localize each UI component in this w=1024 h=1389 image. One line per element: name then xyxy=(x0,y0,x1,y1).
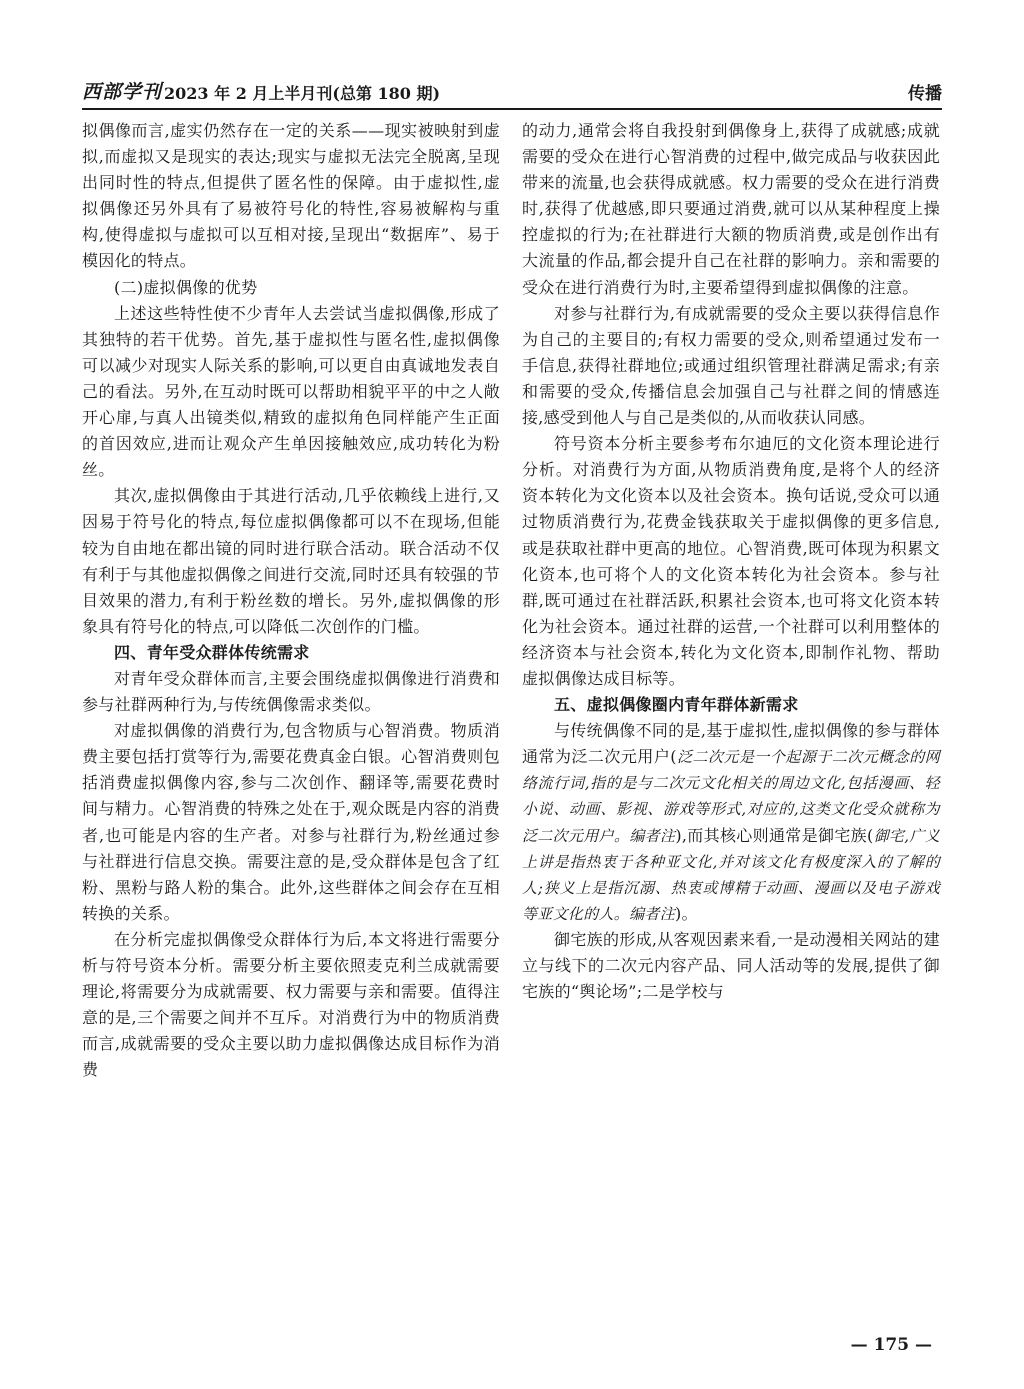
paragraph: 在分析完虚拟偶像受众群体行为后,本文将进行需要分析与符号资本分析。需要分析主要依照麦克利兰成就需要理论,将需要分为成就需要、权力需要与亲和需要。值得注意的是,三个需要之间并不互斥。对消费行为中的物质消费而言,成就需要的受众主要以助力虚拟偶像达成目标作为消费 xyxy=(82,929,500,1080)
paragraph: 的动力,通常会将自我投射到偶像身上,获得了成就感;成就需要的受众在进行心智消费的过程中,做完成品与收获因此带来的流量,也会获得成就感。权力需要的受众在进行消费时,获得了优越感,即只要通过消费,就可以从某种程度上操控虚拟的行为;在社群进行大额的物质消费,或是创作出有大流量的作品,都会提升自己在社群的影响力。亲和需要的受众在进行消费行为时,主要希望得到虚拟偶像的注意。 xyxy=(522,121,940,297)
text-run: ),而其核心则通常是御宅族( xyxy=(675,825,874,845)
paragraph-with-notes xyxy=(522,718,940,927)
paragraph: 符号资本分析主要参考布尔迪厄的文化资本理论进行分析。对消费行为方面,从物质消费角度,是将个人的经济资本转化为文化资本以及社会资本。换句话说,受众可以通过物质消费行为,花费金钱获取关于虚拟偶像的更多信息,或是获取社群中更高的地位。心智消费,既可体现为积累文化资本,也可将个人的文化资本转化为社会资本。参与社群,既可通过在社群活跃,积累社会资本,也可将文化资本转化为社会资本。通过社群的运营,一个社群可以利用整体的经济资本与社会资本,转化为文化资本,即制作礼物、帮助虚拟偶像达成目标等。 xyxy=(522,434,940,688)
page-header xyxy=(82,72,942,110)
left-column xyxy=(82,118,500,1083)
paragraph: 其次,虚拟偶像由于其进行活动,几乎依赖线上进行,又因易于符号化的特点,每位虚拟偶像都可以不在现场,但能较为自由地在都出镜的同时进行联合活动。联合活动不仅有利于与其他虚拟偶像之间进行交流,同时还具有较强的节目效果的潜力,有利于粉丝数的增长。另外,虚拟偶像的形象具有符号化的特点,可以降低二次创作的门槛。 xyxy=(82,486,500,636)
paragraph: 对参与社群行为,有成就需要的受众主要以获得信息作为自己的主要目的;有权力需要的受众,则希望通过发布一手信息,获得社群地位;或通过组织管理社群满足需求;有亲和需要的受众,传播信息会加强自己与社群之间的情感连接,感受到他人与自己是类似的,从而收获认同感。 xyxy=(522,303,940,428)
section-name: 传播 xyxy=(908,84,942,104)
paragraph: 对虚拟偶像的消费行为,包含物质与心智消费。物质消费主要包括打赏等行为,需要花费真金白银。心智消费则包括消费虚拟偶像内容,参与二次创作、翻译等,需要花费时间与精力。心智消费的特殊之处在于,观众既是内容的消费者,也可能是内容的生产者。对参与社群行为,粉丝通过参与社群进行信息交换。需要注意的是,受众群体是包含了红粉、黑粉与路人粉的集合。此外,这些群体之间会存在互相转换的关系。 xyxy=(82,721,500,923)
section-heading-4: 四、青年受众群体传统需求 xyxy=(114,642,310,662)
section-heading-5: 五、虚拟偶像圈内青年群体新需求 xyxy=(554,695,799,715)
paragraph: 御宅族的形成,从客观因素来看,一是动漫相关网站的建立与线下的二次元内容产品、同人活动等的发展,提供了御宅族的“舆论场”;二是学校与 xyxy=(522,929,940,1002)
text-run: )。 xyxy=(675,903,698,923)
text-run: 与传统偶像不同的是,基于虚拟性,虚拟偶像的参与群体通常为泛二次元用户( xyxy=(522,721,940,767)
journal-name: 西部学刊 xyxy=(82,81,163,103)
right-column xyxy=(522,118,940,1005)
paragraph: 拟偶像而言,虚实仍然存在一定的关系——现实被映射到虚拟,而虚拟又是现实的表达;现实与虚拟无法完全脱离,呈现出同时性的特点,但提供了匿名性的保障。由于虚拟性,虚拟偶像还另外具有了易被符号化的特性,容易被解构与重构,使得虚拟与虚拟可以互相对接,呈现出“数据库”、易于模因化的特点。 xyxy=(82,121,500,271)
editor-note: 御宅,广义上讲是指热衷于各种亚文化,并对该文化有极度深入的了解的人;狭义上是指沉溺、热衷或博精于动画、漫画以及电子游戏等亚文化的人。编者注 xyxy=(522,826,940,923)
issue-info: 2023 年 2 月上半月刊(总第 180 期) xyxy=(164,84,441,103)
subsection-heading: (二)虚拟偶像的优势 xyxy=(114,277,258,297)
page-number: — 175 — xyxy=(850,1335,932,1355)
paragraph: 上述这些特性使不少青年人去尝试当虚拟偶像,形成了其独特的若干优势。首先,基于虚拟性与匿名性,虚拟偶像可以减少对现实人际关系的影响,可以更自由真诚地发表自己的看法。另外,在互动时既可以帮助相貌平平的中之人敞开心扉,与真人出镜类似,精致的虚拟角色同样能产生正面的首因效应,进而让观众产生单因接触效应,成功转化为粉丝。 xyxy=(82,303,500,480)
paragraph: 对青年受众群体而言,主要会围绕虚拟偶像进行消费和参与社群两种行为,与传统偶像需求类似。 xyxy=(82,668,500,715)
editor-note: 泛二次元是一个起源于二次元概念的网络流行词,指的是与二次元文化相关的周边文化,包括漫画、轻小说、动画、影视、游戏等形式,对应的,这类文化受众就称为泛二次元用户。编者注 xyxy=(522,748,940,845)
header-left xyxy=(82,77,440,104)
